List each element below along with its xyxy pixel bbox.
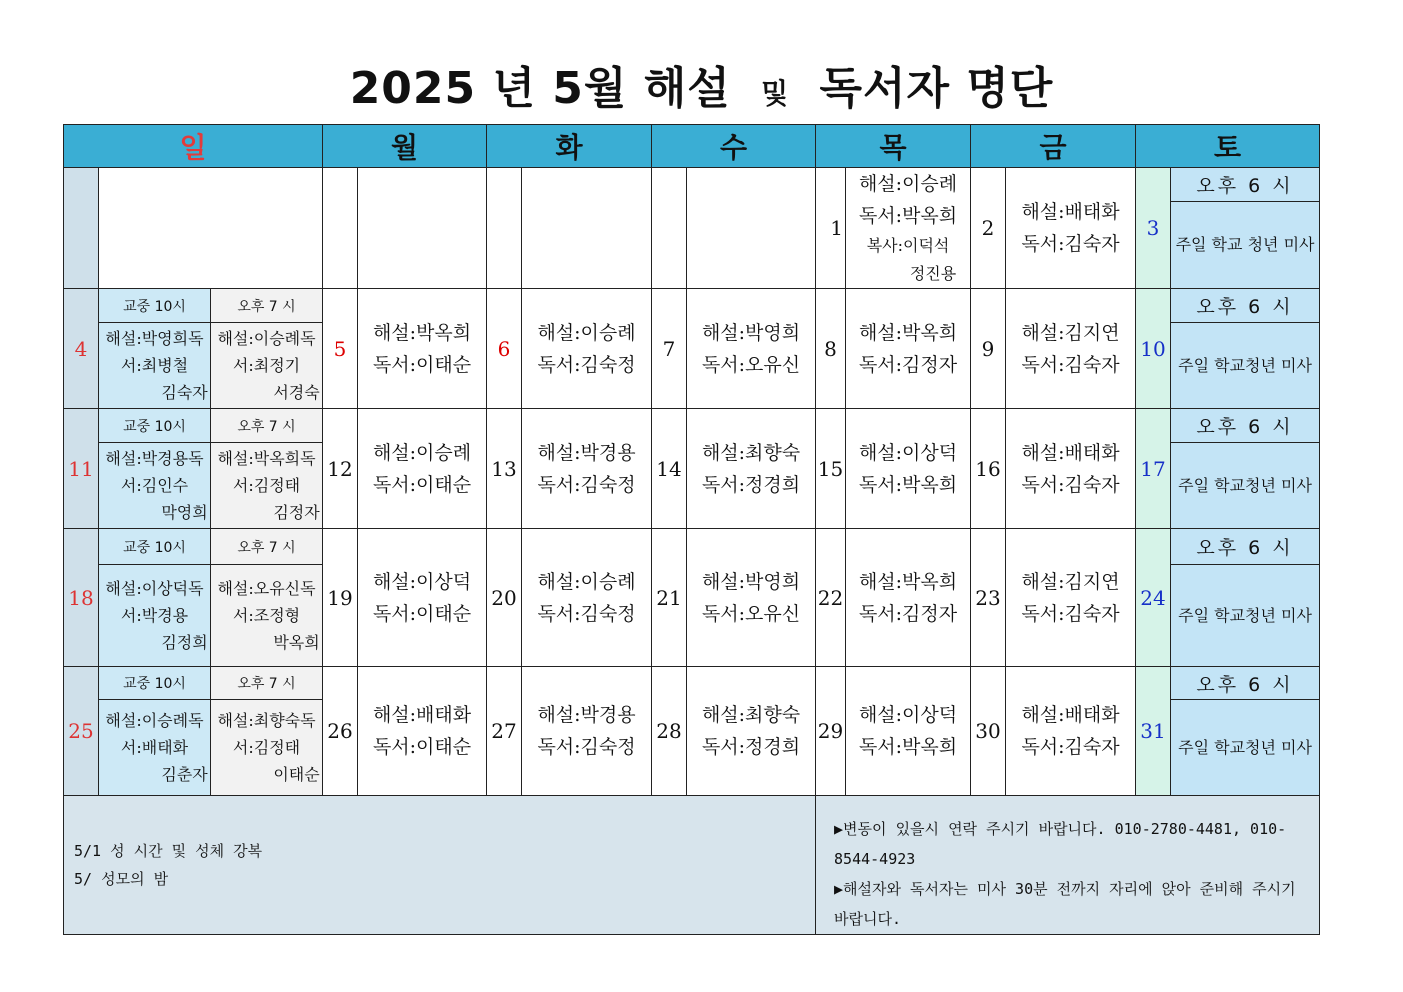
day-date: 8 xyxy=(816,289,846,409)
morning-mass-assignment: 해설:이승례독서:배태화 김춘자 xyxy=(99,700,211,796)
day-assignment xyxy=(687,529,816,667)
reader: 독서:오유신 xyxy=(701,602,801,625)
day-assignment xyxy=(687,667,816,796)
morning-mass-time: 교중 10시 xyxy=(99,667,211,700)
commentator: 해설:최향숙 xyxy=(701,441,801,464)
day-assignment xyxy=(358,529,487,667)
week-row xyxy=(64,529,1320,565)
empty-date xyxy=(652,168,687,289)
day-date: 29 xyxy=(816,667,846,796)
day-date: 16 xyxy=(971,409,1006,529)
reader: 독서:이태순 xyxy=(372,473,472,496)
saturday-mass: 주일 학교청년 미사 xyxy=(1171,700,1320,796)
day-assignment xyxy=(1006,529,1136,667)
empty-date xyxy=(487,168,522,289)
day-assignment xyxy=(522,529,652,667)
saturday-date: 24 xyxy=(1136,529,1171,667)
header-monday: 월 xyxy=(323,125,487,168)
event-line: 5/ 성모의 밤 xyxy=(74,870,169,888)
reader: 독서:김숙정 xyxy=(537,736,636,758)
sunday-date xyxy=(64,168,99,289)
saturday-mass: 주일 학교청년 미사 xyxy=(1171,323,1320,409)
day-assignment xyxy=(846,529,971,667)
day-date: 28 xyxy=(652,667,687,796)
day-date: 9 xyxy=(971,289,1006,409)
header-saturday: 토 xyxy=(1136,125,1320,168)
day-date: 13 xyxy=(487,409,522,529)
day-assignment xyxy=(1006,667,1136,796)
evening-mass-assignment: 해설:박옥희독서:김정태 김정자 xyxy=(211,443,323,529)
empty-cell xyxy=(687,168,816,289)
sunday-date: 11 xyxy=(64,409,99,529)
day-assignment xyxy=(358,289,487,409)
day-assignment xyxy=(846,168,971,289)
commentator: 해설:박영희 xyxy=(701,321,801,344)
morning-mass-time: 교중 10시 xyxy=(99,289,211,323)
reader: 독서:김숙정 xyxy=(537,353,636,376)
empty-cell xyxy=(358,168,487,289)
day-date: 19 xyxy=(323,529,358,667)
evening-mass-assignment: 해설:오유신독서:조정형 박옥희 xyxy=(211,565,323,667)
reader: 독서:김숙자 xyxy=(1021,233,1120,255)
morning-mass-assignment: 해설:박경용독서:김인수 막영희 xyxy=(99,443,211,529)
week-row xyxy=(64,667,1320,700)
reader: 독서:박옥희 xyxy=(858,736,958,758)
day-assignment xyxy=(358,409,487,529)
reader: 독서:김숙자 xyxy=(1021,602,1120,625)
week-row-1 xyxy=(64,168,1320,202)
morning-mass-time: 교중 10시 xyxy=(99,409,211,443)
commentator: 해설:이상덕 xyxy=(372,570,472,593)
day-assignment xyxy=(687,409,816,529)
day-date: 2 xyxy=(971,168,1006,289)
day-date: 26 xyxy=(323,667,358,796)
saturday-time: 오후 6 시 xyxy=(1171,409,1320,443)
reader: 독서:김숙자 xyxy=(1021,736,1120,758)
day-assignment xyxy=(1006,289,1136,409)
footer-row xyxy=(64,796,1320,935)
commentator: 해설:이상덕 xyxy=(858,704,958,726)
day-date: 15 xyxy=(816,409,846,529)
saturday-time: 오후 6 시 xyxy=(1171,289,1320,323)
commentator: 해설:박경용 xyxy=(537,441,636,464)
sunday-date: 25 xyxy=(64,667,99,796)
day-date: 14 xyxy=(652,409,687,529)
header-tuesday: 화 xyxy=(487,125,652,168)
week-row xyxy=(64,289,1320,323)
event-line: 5/1 성 시간 및 성체 강복 xyxy=(74,842,263,860)
commentator: 해설:배태화 xyxy=(1021,704,1120,726)
header-friday: 금 xyxy=(971,125,1136,168)
day-assignment xyxy=(846,409,971,529)
day-assignment xyxy=(522,409,652,529)
header-wednesday: 수 xyxy=(652,125,816,168)
note-line: ▶변동이 있을시 연락 주시기 바랍니다. 010-2780-4481, 010-8544-4923 xyxy=(834,820,1287,868)
morning-mass-assignment: 해설:박영희독서:최병철 김숙자 xyxy=(99,323,211,409)
day-date: 22 xyxy=(816,529,846,667)
day-assignment xyxy=(846,667,971,796)
reader: 독서:김숙정 xyxy=(537,473,636,496)
empty-date xyxy=(323,168,358,289)
reader: 독서:박옥희 xyxy=(858,205,958,227)
sunday-date: 4 xyxy=(64,289,99,409)
commentator: 해설:박옥희 xyxy=(858,570,958,593)
evening-mass-time: 오후 7 시 xyxy=(211,529,323,565)
weekday-header-row xyxy=(64,125,1320,168)
footer-notes xyxy=(816,796,1320,935)
day-date: 23 xyxy=(971,529,1006,667)
server: 복사:이덕석 xyxy=(866,236,950,255)
reader: 독서:박옥희 xyxy=(858,473,958,496)
commentator: 해설:배태화 xyxy=(372,704,472,726)
commentator: 해설:김지연 xyxy=(1021,570,1120,593)
day-assignment xyxy=(687,289,816,409)
note-line: ▶해설자와 독서자는 미사 30분 전까지 자리에 앉아 준비해 주시기 바랍니다. xyxy=(834,880,1296,928)
reader: 독서:이태순 xyxy=(372,736,472,758)
saturday-mass: 주일 학교청년 미사 xyxy=(1171,565,1320,667)
morning-mass-time: 교중 10시 xyxy=(99,529,211,565)
day-date: 6 xyxy=(487,289,522,409)
saturday-date: 3 xyxy=(1136,168,1171,289)
reader: 독서:김정자 xyxy=(858,353,958,376)
saturday-date: 10 xyxy=(1136,289,1171,409)
commentator: 해설:배태화 xyxy=(1021,441,1120,464)
reader: 독서:이태순 xyxy=(372,602,472,625)
day-date: 7 xyxy=(652,289,687,409)
sunday-date: 18 xyxy=(64,529,99,667)
empty-cell xyxy=(522,168,652,289)
commentator: 해설:박옥희 xyxy=(858,321,958,344)
commentator: 해설:이승례 xyxy=(537,321,636,344)
day-date: 12 xyxy=(323,409,358,529)
header-thursday: 목 xyxy=(816,125,971,168)
reader: 독서:오유신 xyxy=(701,353,801,376)
day-assignment xyxy=(358,667,487,796)
commentator: 해설:이승례 xyxy=(858,173,958,195)
reader: 독서:김정자 xyxy=(858,602,958,625)
commentator: 해설:박옥희 xyxy=(372,321,472,344)
reader: 독서:이태순 xyxy=(372,353,472,376)
schedule-table xyxy=(63,124,1320,935)
reader: 독서:김숙자 xyxy=(1021,473,1120,496)
day-assignment xyxy=(522,289,652,409)
commentator: 해설:이상덕 xyxy=(858,441,958,464)
day-date: 20 xyxy=(487,529,522,667)
reader: 독서:김숙자 xyxy=(1021,353,1120,376)
header-sunday: 일 xyxy=(64,125,323,168)
day-date: 21 xyxy=(652,529,687,667)
day-assignment xyxy=(1006,409,1136,529)
commentator: 해설:최향숙 xyxy=(701,704,801,726)
day-assignment xyxy=(522,667,652,796)
day-assignment xyxy=(1006,168,1136,289)
saturday-date: 17 xyxy=(1136,409,1171,529)
day-assignment xyxy=(846,289,971,409)
evening-mass-time: 오후 7 시 xyxy=(211,667,323,700)
day-date: 27 xyxy=(487,667,522,796)
commentator: 해설:이승례 xyxy=(537,570,636,593)
reader: 독서:정경희 xyxy=(701,736,801,758)
commentator: 해설:이승례 xyxy=(372,441,472,464)
title-conjunction: 및 xyxy=(761,77,790,110)
evening-mass-time: 오후 7 시 xyxy=(211,289,323,323)
day-date: 5 xyxy=(323,289,358,409)
commentator: 해설:배태화 xyxy=(1021,201,1120,223)
page-title xyxy=(0,52,1403,116)
empty-cell xyxy=(99,168,323,289)
saturday-time: 오후 6 시 xyxy=(1171,667,1320,700)
evening-mass-assignment: 해설:최향숙독서:김정태 이태순 xyxy=(211,700,323,796)
title-sub: 독서자 명단 xyxy=(819,63,1054,114)
footer-events xyxy=(64,796,816,935)
saturday-time: 오후 6 시 xyxy=(1171,529,1320,565)
week-row xyxy=(64,409,1320,443)
commentator: 해설:박영희 xyxy=(701,570,801,593)
title-main: 2025 년 5월 해설 xyxy=(349,63,731,114)
server-2: 정진용 xyxy=(909,264,957,283)
day-date: 30 xyxy=(971,667,1006,796)
morning-mass-assignment: 해설:이상덕독서:박경용 김정희 xyxy=(99,565,211,667)
saturday-mass: 주일 학교청년 미사 xyxy=(1171,443,1320,529)
reader: 독서:정경희 xyxy=(701,473,801,496)
saturday-mass: 주일 학교 청년 미사 xyxy=(1171,201,1320,288)
evening-mass-assignment: 해설:이승례독서:최정기 서경숙 xyxy=(211,323,323,409)
day-date: 1 xyxy=(816,168,846,289)
saturday-time: 오후 6 시 xyxy=(1171,168,1320,202)
saturday-date: 31 xyxy=(1136,667,1171,796)
commentator: 해설:김지연 xyxy=(1021,321,1120,344)
evening-mass-time: 오후 7 시 xyxy=(211,409,323,443)
commentator: 해설:박경용 xyxy=(537,704,636,726)
reader: 독서:김숙정 xyxy=(537,602,636,625)
